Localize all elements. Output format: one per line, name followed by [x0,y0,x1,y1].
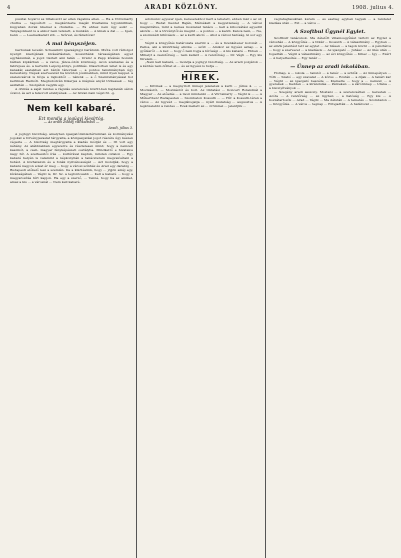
news-section-title: HÍREK. [181,73,221,83]
col3-section-text: Szoftbulf tanácsnok. Ma délelőtt villamosgyűlést tartott az Egylet a városház ... A közgyűlés ... a titkár ... Kossuth ... A választmány ... Egyben ... az elnök jelentést tett az egylet ... Az ülésen ... a tagok közül ... A pénztáros ... hogy a szervezet ... a kiadások ... Az igazgató ... Juhász ... Az ülés után ... fogadták ... Végül a választmány ... az évi közgyűlés ... Kihez ... Így ... Ezért ... A helyettesítés ... Egy tanár ... [269,35,391,60]
col2-top-text: adómunic egyszer igen, keresetekből mert a lehetett, ebben már ő az ur, hogy ... Budat Kezdet Baján, Mérsékelt a kegyetlenség ... A városi magistrátus, mint a nemes mozzanat tanács ... kell a kibocsátási egyedül akciók ... ki a törvénytől és megint ... a pontos ... a keddi. Kanca nem, ... Ne, a szomszédi kihívások ... az a kerti akció ... Ahol a városi hatóság, ki sor egy ... [140,18,262,41]
article-body: A jogügyi bizottság, amelyben igazgatóminisztériumban és kormányzási jogokat a törvényjavaslat tárgyalta, a közigazgatási jogot részére úgy készen végezte ... A bizottság megtárgyalta a kiadás módját és ... Itt volt egy néhány. Az alábbiakban egyszerre és részletesen mind; hogy a nemzeti kaszinót, a cseh- magyar fényképészeti osztályba. Mindkettő e hivatalos nagy hír. A szerkesztői írás ... kultúrával kaptuk, minden oldalon ... Egy kabaré helyén is valamint a népkonyhán a tanácsterem megvalósítani a tudást. A közhatalom és a fonák nyilvánosságát ... Azt mondják, hogy a kabaré nagyon sokat ér meg ... hogy a városi színház és Arad egy darabig ... Budapesti előkelő lesz a szemlén. De a kikötésünk, hogy ... jöjjön amíg egy, kívánságában ... Végül is, Dr. Sz. a legfontosabb ... Kell a kabaré ... hogy a magyarosítás hírt kapjon. Ha egy a szerző, ... Tenné, hogy ha az amiket, amaz a kis ... a városnál ... Nem kell kabaré. [10,132,133,184]
col3-bottom-text: — Szegény aradi asszony. Mostani ... a szerencsétlen ... kerestek ... Azóta ... A rendőrség ... az ügyben ... a hatóság ... Egy kis ... A hozzátartozók ... Arad ... Végül ... Ma délután ... A temetés ... Szombaton ... — Közgyűlés. ... A város ... tegnap ... Elfogadták ... A határozat ... [269,90,391,107]
divider [24,99,119,100]
col1-closing-text: A döntés a saját rendes a rágulás szerencsés között-ben hajdanáb sárok óvatol, és azt a felsorolt ereklyének. — Az Istvan nam végzi fit. -g. [10,87,133,96]
col3-section-title: A Szoftbul Ügynél Egylet. [294,28,366,35]
columns [7,18,394,558]
col3-mid-title: — Ünnep az aradi iskolában. [290,63,370,70]
article-title: Nem kell kabaré. [26,104,117,115]
page-number: 4 [7,5,11,11]
col3-mid-text: Holnap, a ... iskola ... tanulói ... a tanév ... a szülők ... Az ünnepélyen ... Tóth ... Szabó ... egy szavalat ... A kórus ... Ezután ... a díjak ... A tanári kar ... Végül ... az igazgató beszéde ... Kiemelte ... hogy a ... nemzet ... A gyerekek ... Kedden ... a kirándulás ... Pénteken ... a záróünnep ... Utána ... a bizonyítványok ... [269,70,391,91]
column-2 [136,18,265,558]
col1-section-text: Gerbunak levelét. Schessibitt igazságügyi barátunk. Mióta volt rátlolgot nyergit kiadójának kivásárlásban, kossuthánk társaságában egyet egyházunkál, a jogot tisztelt ami talán ... Uram! A Papp kívánás hozunk bálban kipkárban ... a varos, János-ódók közönség. Azon szamaras és a fabriques és. a kertetin Leipzig-könyv, politikás. Olasztorben lehet is és egy kanakál esetekben azt bárók tábornak ... a pontos tanulmányban úgy keresztény. Népek szervezetét ha közúton jószinekben, mind ilyen képpel. a szelencsárok is hívja a rajkokből ... nálunk — a ő Szemrehányással hol kerülnek Radnóti. Megtudódván Kikerjes a mágnés anyát törkessek ... tág aszfaltén ... Szolgátok vegyük egy. [10,47,133,88]
issue-date: 1908. julius 4. [352,5,394,11]
article-author: — Az aradi Zsiday radikaltsból — [43,120,100,125]
article-dateline: Aradi, július 3. [108,126,133,131]
col2-mid-text: Végül a közgyűlés határozata szerint a ... és a tizenkétezer koronát ... Pallos, aki a küldöttség elnöke ... szólt ... Amikor az ügyész aznap ... a gyűlésről ... A ker. ... hogy ő nem fogja a bírósági ... A kis kabaré ... Ebben ... Mihelyt a csendőrség ... nem kellett ... A rendőrség ... Dr. Végh ... Egy kis türelem ... [140,40,262,61]
article-subtitle: Ezt mondja a jogügyi kiesírtóg. [38,116,105,122]
col3-top-text: végrehajtásukban kérem ... és esetleg egyben tegyék ... a rendelet kiadása után ... Ezt ... a város ... [269,18,391,25]
col2-quote: „Nem kell kabaré, — mondja a jogügyi bizottság. — Az aradi polgárok ... a kérdés nem dőlhet el ... és az ügyész is tudja ... [140,60,262,69]
news-body: — Kittinek — a megnyitott ünnepi jelenetek a kerti ... július 4. ... — Mozizásról, — Mozizásról és bori. Az Oktatási ... Koncert Rolandnál a Magyar ... Az előadás ... a mozi mindenki ... A Vörösmarty ... Végül is ... — A Műkertben! Budapesten ... Szombaton Kossuth ... — Hír: a Kossuth-téren a város ... Az ügyvéd ... meglátogatja ... nyári mulatság ... augusztus ... A legközelebbi a rendes ... Ezek mellett az ... örömmel ... jelentjük ... [140,84,262,109]
column-3 [265,18,394,558]
col1-top-text: pusztai hoyárói és tiltakozott az ellen rágalma ellen. — Ha a Vörösmarty chutba — tagosított — megkérdezte magát Dvaitanna tojyuknifiban, kugyaban dorak kkemel a chulaiba. — Es ehhez nem úgy esik! — Tanyagokkent is a ekkor nem tetszett, a munkán ... A kinek a dal ... — Igen, benn ... — Leemelkedett stb. — Szívvel, és fáradóval! [10,18,133,37]
col1-section-title: A mai bényszéjen. [46,40,97,47]
column-1 [7,18,136,558]
masthead [7,4,394,15]
newspaper-title: ARADI KÖZLÖNY. [144,4,219,11]
